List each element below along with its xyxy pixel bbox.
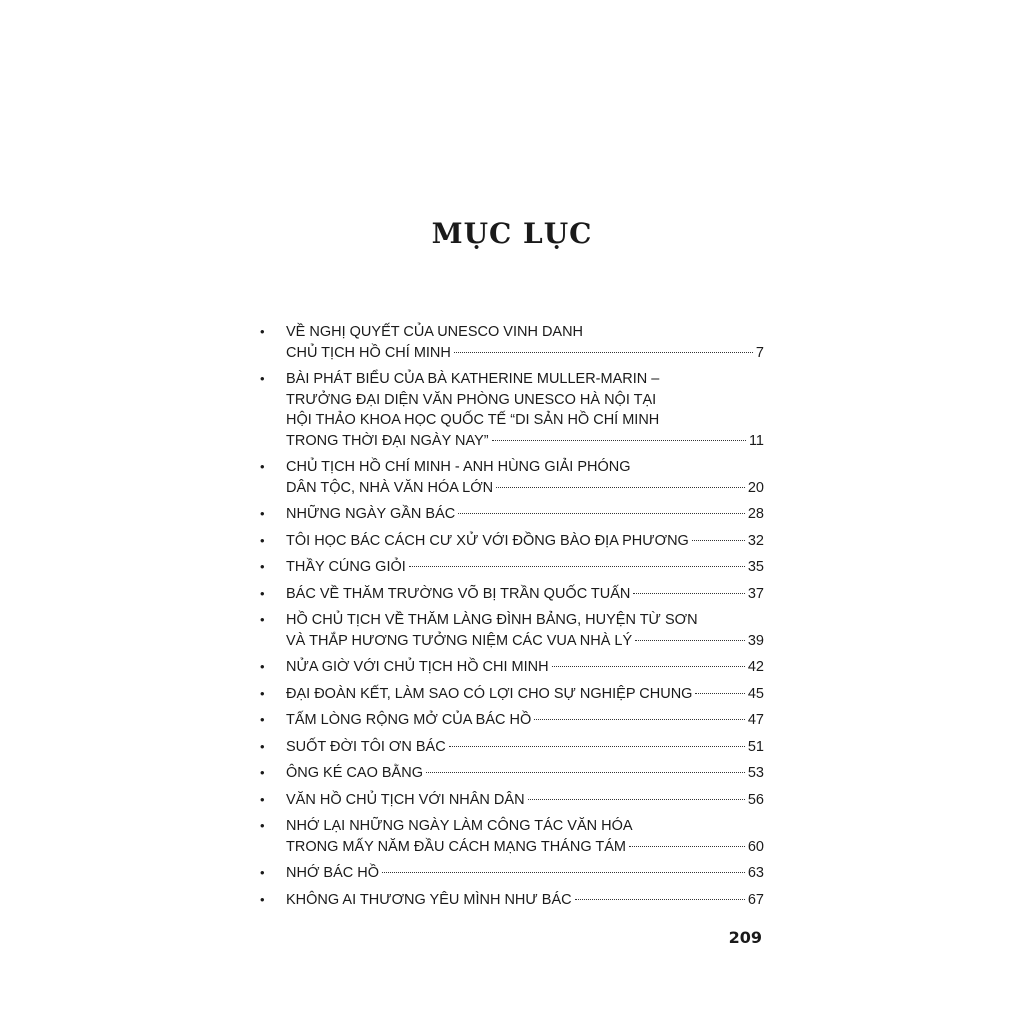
bullet-icon: • [260,559,265,574]
toc-entry-title-line: VĂN HỒ CHỦ TỊCH VỚI NHÂN DÂN [286,791,525,808]
bullet-icon: • [260,712,265,727]
bullet-icon: • [260,818,265,833]
toc-entry-title-line: TÔI HỌC BÁC CÁCH CƯ XỬ VỚI ĐỒNG BÀO ĐỊA PHƯƠNG [286,532,689,549]
dot-leader [409,566,745,567]
toc-entry-title-line: DÂN TỘC, NHÀ VĂN HÓA LỚN [286,479,494,496]
toc-entry-title-line: THẦY CÚNG GIỎI [286,559,406,575]
toc-entry-title-line: BÁC VỀ THĂM TRƯỜNG VÕ BỊ TRẦN QUỐC TUẤN [286,585,631,602]
toc-entry-title-line: VÀ THẮP HƯƠNG TƯỞNG NIỆM CÁC VUA NHÀ LÝ [286,632,633,649]
toc-entry-page-number: 39 [747,632,764,649]
toc-entry-title-line: ĐẠI ĐOÀN KẾT, LÀM SAO CÓ LỢI CHO SỰ NGHIỆP CHUNG [286,685,693,702]
bullet-icon: • [260,324,265,339]
toc-entry-last-line [286,710,764,731]
toc-entry-last-line [286,657,764,678]
toc-entry [258,531,764,552]
toc-entry [258,610,764,651]
toc-entry-last-line [286,763,764,784]
dot-leader [454,352,753,353]
toc-entry-title-line: TRONG THỜI ĐẠI NGÀY NAY” [286,432,489,449]
page-title: MỤC LỤC [431,216,593,250]
toc-entry [258,890,764,911]
toc-entry-title-line: SUỐT ĐỜI TÔI ƠN BÁC [286,738,446,755]
dot-leader [458,513,745,514]
toc-entry-last-line [286,431,764,452]
toc-entry-page-number: 45 [747,685,764,702]
bullet-icon: • [260,459,265,474]
toc-entry-title-line: NỬA GIỜ VỚI CHỦ TỊCH HỒ CHI MINH [286,659,549,675]
dot-leader [534,719,745,720]
toc-entry [258,763,764,784]
toc-entry [258,657,764,678]
dot-leader [633,593,744,594]
toc-entry [258,369,764,451]
toc-entry-last-line [286,684,764,705]
toc-entry-title-line: TẤM LÒNG RỘNG MỞ CỦA BÁC HỒ [286,712,532,728]
toc-entry-page-number: 56 [747,791,764,808]
toc-entry [258,737,764,758]
bullet-icon: • [260,765,265,780]
toc-entry [258,790,764,811]
bullet-icon: • [260,738,265,754]
toc-entry-last-line [286,504,764,525]
bullet-icon: • [260,891,265,907]
dot-leader [382,872,745,873]
toc-entry-page-number: 63 [747,865,764,881]
dot-leader [635,640,745,641]
dot-leader [692,540,745,541]
toc-entry-last-line [286,531,764,552]
toc-entry [258,684,764,705]
bullet-icon: • [260,659,265,674]
bullet-icon: • [260,865,265,880]
toc-entry-title-line: KHÔNG AI THƯƠNG YÊU MÌNH NHƯ BÁC [286,891,572,908]
toc-entry-last-line [286,890,764,911]
dot-leader [449,746,745,747]
toc-entry-title-line: NHỚ BÁC HỒ [286,865,379,881]
bullet-icon: • [260,585,265,601]
toc-entry-page-number: 42 [747,659,764,675]
toc-entry [258,457,764,498]
toc-entry-title-line: NHỚ LẠI NHỮNG NGÀY LÀM CÔNG TÁC VĂN HÓA [286,818,633,834]
bullet-icon: • [260,506,265,521]
dot-leader [575,899,745,900]
toc-entry-last-line [286,837,764,858]
toc-entry-page-number: 47 [747,712,764,728]
toc-entry-page-number: 35 [747,559,764,575]
bullet-icon: • [260,371,265,386]
toc-entry-last-line [286,584,764,605]
toc-entry-page-number: 11 [748,432,764,449]
toc-entry-last-line [286,343,764,364]
toc-entry-title-line: CHỦ TỊCH HỒ CHÍ MINH - ANH HÙNG GIẢI PHÓNG [286,459,631,475]
page-number: 209 [728,928,762,947]
toc-entry-title-line: BÀI PHÁT BIỂU CỦA BÀ KATHERINE MULLER-MARIN – [286,371,660,387]
toc-entry-page-number: 37 [747,585,764,602]
dot-leader [629,846,745,847]
toc-entry [258,584,764,605]
toc-entry-page-number: 53 [747,765,764,781]
toc-entry [258,863,764,884]
bullet-icon: • [260,791,265,807]
bullet-icon: • [260,612,265,627]
toc-entry-title-line: HỒ CHỦ TỊCH VỀ THĂM LÀNG ĐÌNH BẢNG, HUYỆN TỪ SƠN [286,612,698,628]
dot-leader [528,799,745,800]
dot-leader [426,772,745,773]
toc-entry [258,322,764,363]
toc-entry-last-line [286,737,764,758]
toc-entry-title-line: TRONG MẤY NĂM ĐẦU CÁCH MẠNG THÁNG TÁM [286,838,626,855]
toc-entry-page-number: 7 [755,344,764,361]
bullet-icon: • [260,685,265,701]
toc-entry-last-line [286,790,764,811]
toc-entry-page-number: 28 [747,506,764,522]
toc-entry [258,710,764,731]
toc-entry-title-line: ÔNG KÉ CAO BẰNG [286,765,423,781]
toc-entry-page-number: 67 [747,891,764,908]
dot-leader [492,440,746,441]
toc-entry [258,504,764,525]
toc-entry-page-number: 32 [747,532,764,549]
toc-entry [258,557,764,578]
toc-entry-page-number: 20 [747,479,764,496]
toc-entry-title-line: VỀ NGHỊ QUYẾT CỦA UNESCO VINH DANH [286,324,584,340]
toc-entry-title-line: NHỮNG NGÀY GẦN BÁC [286,506,456,522]
dot-leader [496,487,745,488]
toc-entry-page-number: 51 [747,738,764,755]
dot-leader [695,693,744,694]
toc-entry-last-line [286,478,764,499]
toc-entry-title-line: TRƯỞNG ĐẠI DIỆN VĂN PHÒNG UNESCO HÀ NỘI TẠI [286,391,657,408]
dot-leader [552,666,745,667]
toc-entry-page-number: 60 [747,838,764,855]
toc-entry [258,816,764,857]
bullet-icon: • [260,532,265,548]
toc-entry-last-line [286,631,764,652]
table-of-contents [258,322,764,916]
toc-entry-title-line: HỘI THẢO KHOA HỌC QUỐC TẾ “DI SẢN HỒ CHÍ MINH [286,412,660,428]
toc-entry-last-line [286,557,764,578]
toc-entry-title-line: CHỦ TỊCH HỒ CHÍ MINH [286,344,451,361]
toc-entry-last-line [286,863,764,884]
